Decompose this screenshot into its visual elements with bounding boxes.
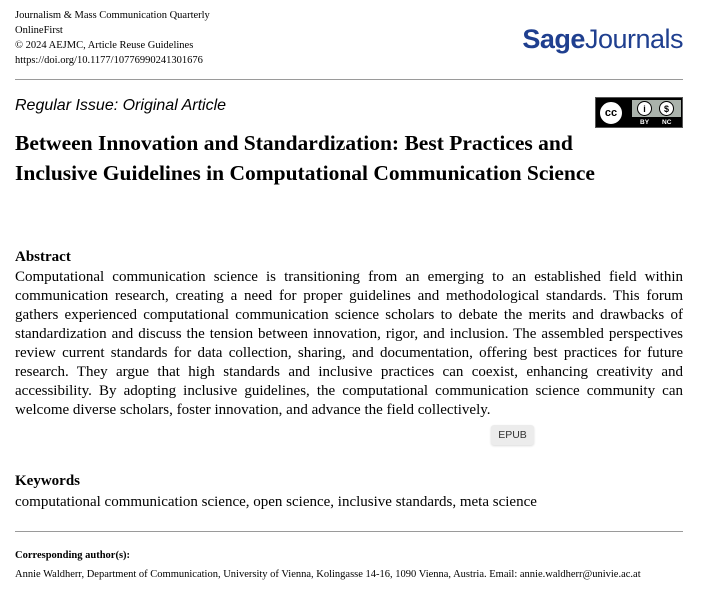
by-label: BY	[640, 119, 650, 126]
attribution-icon: i	[637, 101, 652, 116]
nc-label: NC	[662, 119, 672, 126]
keywords-heading: Keywords	[15, 473, 80, 489]
article-title: Between Innovation and Standardization: Best Practices and Inclusive Guidelines in Computational Communication Science	[15, 131, 595, 185]
issue-type: Regular Issue: Original Article	[15, 97, 227, 114]
doi-link[interactable]: https://doi.org/10.1177/10776990241301676	[15, 55, 203, 66]
logo-journals: Journals	[584, 24, 683, 54]
noncommercial-icon: $	[659, 101, 674, 116]
abstract-heading: Abstract	[15, 249, 71, 265]
sage-journals-logo[interactable]	[522, 24, 683, 55]
journal-meta	[15, 8, 210, 68]
header-divider	[15, 79, 683, 80]
corresponding-heading: Corresponding author(s):	[15, 550, 131, 561]
cc-icon: cc	[598, 100, 624, 126]
journal-name: Journalism & Mass Communication Quarterly	[15, 10, 210, 21]
abstract-text: Computational communication science is transitioning from an emerging to an established field within communication research, creating a need for proper guidelines and methodological standards. This forum gathers experienced computational communication science scholars to debate the merits and drawbacks of standardization and discuss the tension between innovation, rigor, and inclusion. The assembled perspectives review current standards for data collection, sharing, and documentation, offering best practices for future research. They argue that high standards and inclusive practices can coexist, enhancing creativity and accessibility. By adopting inclusive guidelines, the computational communication science community can welcome diverse scholars, foster innovation, and advance the field collectively.	[15, 269, 683, 418]
logo-sage: Sage	[522, 24, 585, 54]
epub-button[interactable]: EPUB	[491, 425, 534, 445]
corresponding-author: Annie Waldherr, Department of Communication, University of Vienna, Kolingasse 14-16, 1090 Vienna, Austria. Email: annie.waldherr@univie.ac.at	[15, 569, 641, 580]
keywords-list: computational communication science, open science, inclusive standards, meta science	[15, 494, 537, 510]
copyright-line[interactable]: © 2024 AEJMC, Article Reuse Guidelines	[15, 40, 194, 51]
footer-divider	[15, 531, 683, 532]
cc-license-badge[interactable]	[595, 97, 683, 128]
publication-status: OnlineFirst	[15, 25, 63, 36]
